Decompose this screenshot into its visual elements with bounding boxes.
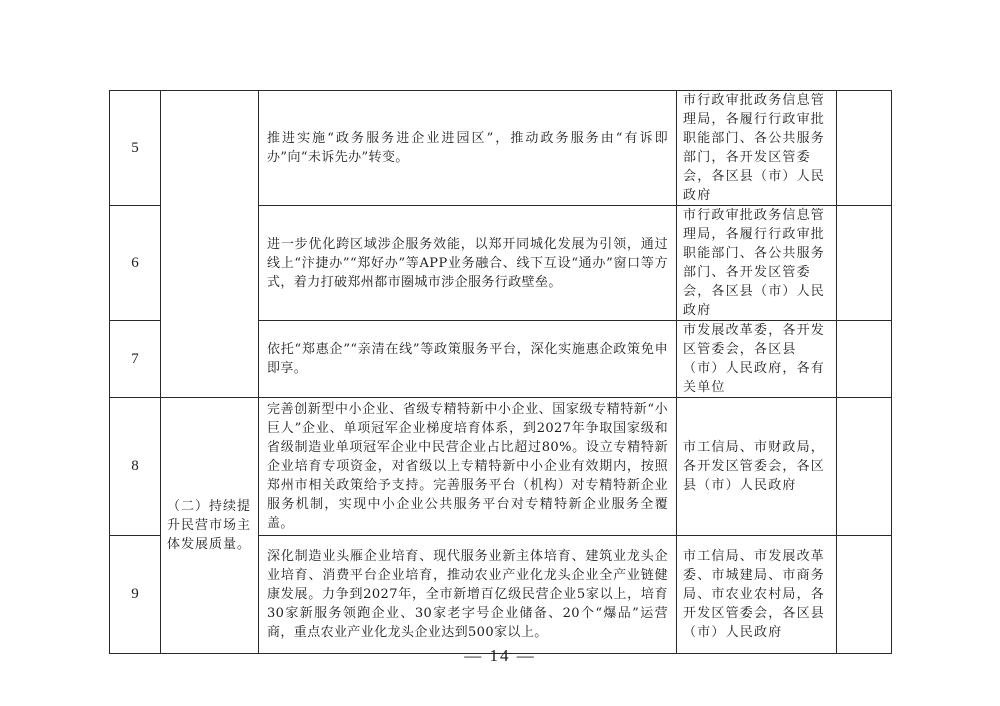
remarks-cell <box>837 398 892 536</box>
category-cell-empty <box>161 91 259 398</box>
task-description: 进一步优化跨区域涉企服务效能，以郑开同城化发展为引领，通过线上“汴捷办”“郑好办”等APP业务融合、线下互设“通办”窗口等方式，着力打破郑州都市圈城市涉企服务行政壁垒。 <box>259 206 677 321</box>
remarks-cell <box>837 206 892 321</box>
table-row <box>110 91 892 206</box>
task-description: 深化制造业头雁企业培育、现代服务业新主体培育、建筑业龙头企业培育、消费平台企业培育，推动农业产业化龙头企业全产业链健康发展。力争到2027年，全市新增百亿级民营企业5家以上，培育30家新服务领跑企业、30家老字号企业储备、20个“爆品”运营商，重点农业产业化龙头企业达到500家以上。 <box>259 536 677 654</box>
responsible-departments: 市工信局、市财政局，各开发区管委会，各区县（市）人民政府 <box>677 398 837 536</box>
task-description: 推进实施“政务服务进企业进园区”，推动政务服务由“有诉即办”向“未诉先办”转变。 <box>259 91 677 206</box>
row-number: 9 <box>110 536 161 654</box>
task-table <box>109 90 892 654</box>
task-description: 完善创新型中小企业、省级专精特新中小企业、国家级专精特新“小巨人”企业、单项冠军企业梯度培育体系，到2027年争取国家级和省级制造业单项冠军企业中民营企业占比超过80%。设立专精特新企业培育专项资金，对省级以上专精特新中小企业有效期内，按照郑州市相关政策给予支持。完善服务平台（机构）对专精特新企业服务机制，实现中小企业公共服务平台对专精特新企业服务全覆盖。 <box>259 398 677 536</box>
responsible-departments: 市工信局、市发展改革委、市城建局、市商务局、市农业农村局，各开发区管委会，各区县（市）人民政府 <box>677 536 837 654</box>
remarks-cell <box>837 91 892 206</box>
task-description: 依托“郑惠企”“亲清在线”等政策服务平台，深化实施惠企政策免申即享。 <box>259 321 677 398</box>
table-row <box>110 398 892 536</box>
category-label: （二）持续提升民营市场主体发展质量。 <box>161 398 259 654</box>
row-number: 6 <box>110 206 161 321</box>
remarks-cell <box>837 321 892 398</box>
row-number: 5 <box>110 91 161 206</box>
responsible-departments: 市行政审批政务信息管理局，各履行行政审批职能部门、各公共服务部门，各开发区管委会，各区县（市）人民政府 <box>677 91 837 206</box>
row-number: 8 <box>110 398 161 536</box>
page-number: — 14 — <box>464 646 536 665</box>
responsible-departments: 市发展改革委，各开发区管委会，各区县（市）人民政府，各有关单位 <box>677 321 837 398</box>
responsible-departments: 市行政审批政务信息管理局，各履行行政审批职能部门、各公共服务部门、各开发区管委会，各区县（市）人民政府 <box>677 206 837 321</box>
remarks-cell <box>837 536 892 654</box>
row-number: 7 <box>110 321 161 398</box>
